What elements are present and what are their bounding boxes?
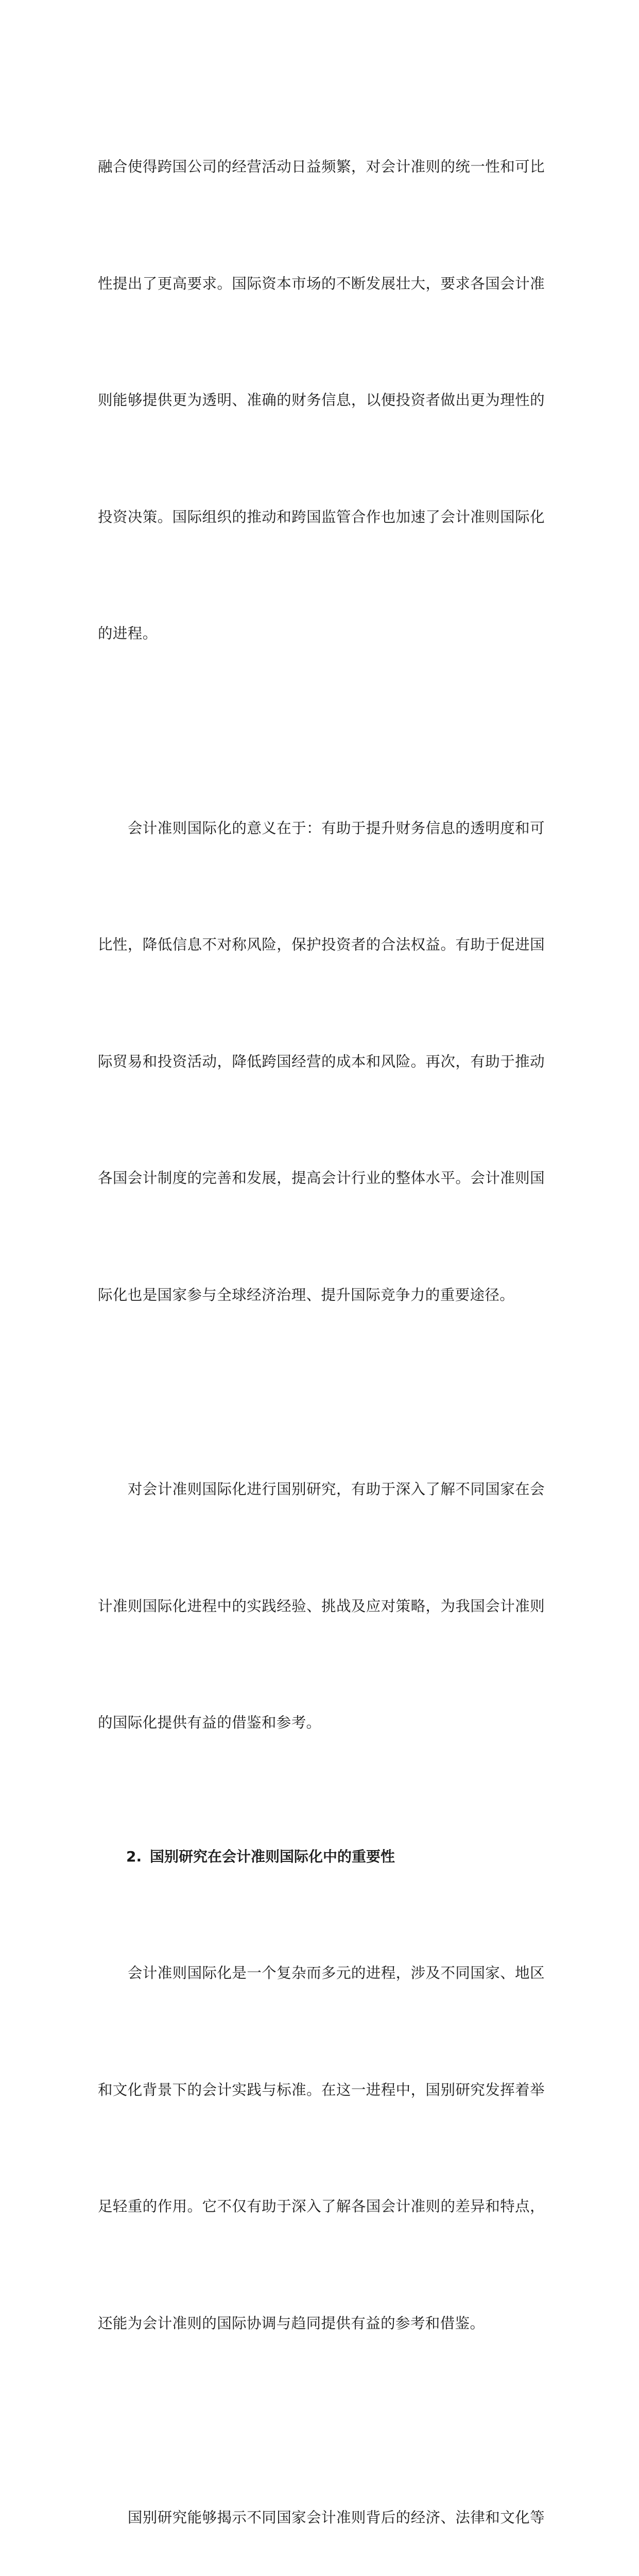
paragraph-5	[98, 2420, 545, 2576]
text-line: 际贸易和投资活动，降低跨国经营的成本和风险。再次，有助于推动	[98, 1053, 545, 1070]
document-body	[98, 70, 545, 2576]
text-line: 的国际化提供有益的借鉴和参考。	[98, 1714, 321, 1731]
text-line: 足轻重的作用。它不仅有助于深入了解各国会计准则的差异和特点，	[98, 2198, 545, 2215]
paragraph-1	[98, 70, 545, 731]
text-line: 和文化背景下的会计实践与标准。在这一进程中，国别研究发挥着举	[98, 2081, 545, 2098]
text-line: 的进程。	[98, 625, 158, 642]
section-heading	[98, 1837, 545, 1876]
text-line: 还能为会计准则的国际协调与趋同提供有益的参考和借鉴。	[98, 2314, 485, 2332]
text-line: 计准则国际化进程中的实践经验、挑战及应对策略，为我国会计准则	[98, 1597, 545, 1615]
text-line: 投资决策。国际组织的推动和跨国监管合作也加速了会计准则国际化	[98, 508, 545, 526]
text-line: 际化也是国家参与全球经济治理、提升国际竞争力的重要途径。	[98, 1286, 515, 1303]
text-line: 会计准则国际化的意义在于：有助于提升财务信息的透明度和可	[98, 819, 545, 837]
section-title: 国别研究在会计准则国际化中的重要性	[150, 1848, 395, 1865]
text-line: 会计准则国际化是一个复杂而多元的进程，涉及不同国家、地区	[98, 1964, 545, 1981]
text-line: 则能够提供更为透明、准确的财务信息，以便投资者做出更为理性的	[98, 392, 545, 409]
text-line: 国别研究能够揭示不同国家会计准则背后的经济、法律和文化等	[98, 2509, 545, 2526]
text-line: 性提出了更高要求。国际资本市场的不断发展壮大，要求各国会计准	[98, 275, 545, 292]
paragraph-4	[98, 1876, 545, 2420]
text-line: 各国会计制度的完善和发展，提高会计行业的整体水平。会计准则国	[98, 1170, 545, 1187]
section-number: 2.	[126, 1848, 142, 1865]
paragraph-2	[98, 731, 545, 1393]
paragraph-3	[98, 1392, 545, 1820]
text-line: 对会计准则国际化进行国别研究，有助于深入了解不同国家在会	[98, 1481, 545, 1498]
text-line: 融合使得跨国公司的经营活动日益频繁，对会计准则的统一性和可比	[98, 158, 545, 175]
section-spacer	[98, 1820, 545, 1837]
text-line: 比性，降低信息不对称风险，保护投资者的合法权益。有助于促进国	[98, 936, 545, 953]
